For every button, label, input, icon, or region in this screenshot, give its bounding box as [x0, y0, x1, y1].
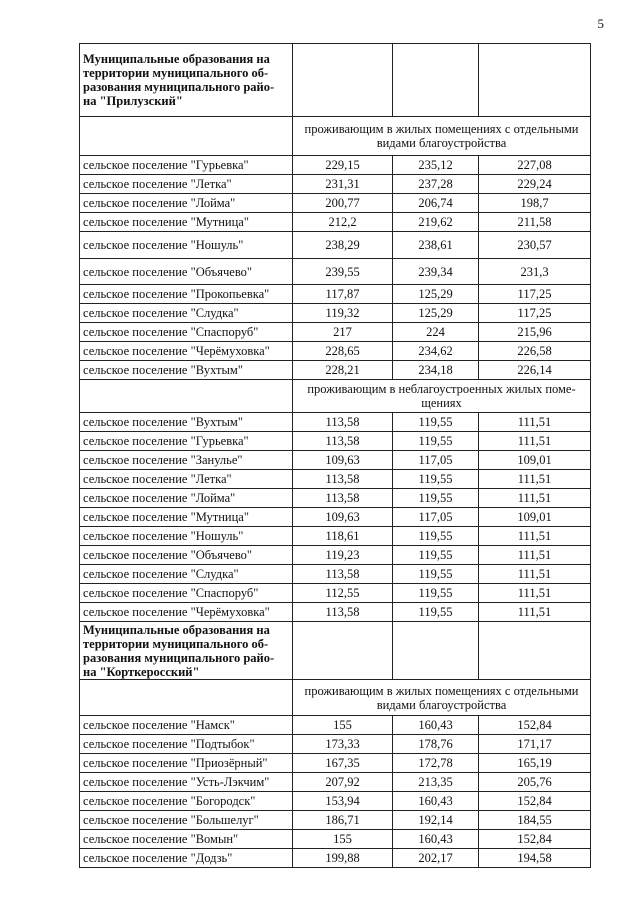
value-col-1: 109,63 [293, 508, 393, 527]
value-col-3: 111,51 [479, 413, 591, 432]
value-col-3: 111,51 [479, 527, 591, 546]
settlement-name: сельское поселение "Лойма" [80, 194, 293, 213]
settlement-name: сельское поселение "Усть-Лэкчим" [80, 773, 293, 792]
value-col-1: 238,29 [293, 232, 393, 259]
table-row [80, 451, 591, 470]
settlement-name: сельское поселение "Вухтым" [80, 361, 293, 380]
municipality-title: Муниципальные образования на территории муниципального об- разования муниципального райо- на "Корткеросский" [80, 622, 293, 680]
value-col-3: 226,14 [479, 361, 591, 380]
value-col-3: 230,57 [479, 232, 591, 259]
table-row [80, 830, 591, 849]
table-row [80, 232, 591, 259]
empty-cell [479, 622, 591, 680]
value-col-3: 152,84 [479, 792, 591, 811]
municipality-title: Муниципальные образования на территории муниципального об- разования муниципального райо- на "Прилузский" [80, 44, 293, 117]
value-col-3: 152,84 [479, 830, 591, 849]
empty-cell [393, 44, 479, 117]
value-col-2: 202,17 [393, 849, 479, 868]
value-col-3: 111,51 [479, 432, 591, 451]
value-col-2: 219,62 [393, 213, 479, 232]
value-col-3: 111,51 [479, 565, 591, 584]
value-col-1: 113,58 [293, 470, 393, 489]
value-col-1: 167,35 [293, 754, 393, 773]
value-col-1: 155 [293, 716, 393, 735]
table-row [80, 489, 591, 508]
tariff-table [79, 43, 591, 868]
value-col-3: 111,51 [479, 470, 591, 489]
settlement-name: сельское поселение "Гурьевка" [80, 432, 293, 451]
empty-cell [80, 380, 293, 413]
value-col-2: 206,74 [393, 194, 479, 213]
table-row [80, 773, 591, 792]
value-col-2: 119,55 [393, 603, 479, 622]
settlement-name: сельское поселение "Ношуль" [80, 232, 293, 259]
settlement-name: сельское поселение "Летка" [80, 470, 293, 489]
table-row [80, 304, 591, 323]
value-col-2: 119,55 [393, 584, 479, 603]
value-col-3: 226,58 [479, 342, 591, 361]
group-header-row [80, 380, 591, 413]
settlement-name: сельское поселение "Додзь" [80, 849, 293, 868]
value-col-1: 113,58 [293, 432, 393, 451]
settlement-name: сельское поселение "Вухтым" [80, 413, 293, 432]
value-col-2: 235,12 [393, 156, 479, 175]
value-col-3: 227,08 [479, 156, 591, 175]
value-col-1: 113,58 [293, 489, 393, 508]
value-col-3: 109,01 [479, 508, 591, 527]
value-col-1: 228,65 [293, 342, 393, 361]
value-col-1: 113,58 [293, 413, 393, 432]
settlement-name: сельское поселение "Черёмуховка" [80, 342, 293, 361]
table-row [80, 849, 591, 868]
value-col-1: 113,58 [293, 603, 393, 622]
settlement-name: сельское поселение "Спаспоруб" [80, 584, 293, 603]
empty-cell [293, 44, 393, 117]
value-col-2: 239,34 [393, 259, 479, 285]
value-col-3: 205,76 [479, 773, 591, 792]
settlement-name: сельское поселение "Объячево" [80, 259, 293, 285]
settlement-name: сельское поселение "Ношуль" [80, 527, 293, 546]
empty-cell [479, 44, 591, 117]
value-col-1: 153,94 [293, 792, 393, 811]
value-col-1: 212,2 [293, 213, 393, 232]
value-col-1: 112,55 [293, 584, 393, 603]
value-col-2: 119,55 [393, 413, 479, 432]
value-col-1: 119,23 [293, 546, 393, 565]
table-row [80, 754, 591, 773]
value-col-3: 231,3 [479, 259, 591, 285]
table-row [80, 413, 591, 432]
table-row [80, 323, 591, 342]
empty-cell [80, 117, 293, 156]
table-row [80, 565, 591, 584]
settlement-name: сельское поселение "Черёмуховка" [80, 603, 293, 622]
value-col-2: 119,55 [393, 546, 479, 565]
value-col-3: 215,96 [479, 323, 591, 342]
value-col-1: 229,15 [293, 156, 393, 175]
value-col-3: 198,7 [479, 194, 591, 213]
table-row [80, 527, 591, 546]
value-col-2: 160,43 [393, 716, 479, 735]
table-row [80, 811, 591, 830]
settlement-name: сельское поселение "Объячево" [80, 546, 293, 565]
value-col-2: 192,14 [393, 811, 479, 830]
value-col-3: 111,51 [479, 489, 591, 508]
value-col-2: 119,55 [393, 489, 479, 508]
table-row [80, 792, 591, 811]
settlement-name: сельское поселение "Мутница" [80, 508, 293, 527]
table-row [80, 584, 591, 603]
table-row [80, 470, 591, 489]
table-row [80, 342, 591, 361]
settlement-name: сельское поселение "Спаспоруб" [80, 323, 293, 342]
settlement-name: сельское поселение "Слудка" [80, 304, 293, 323]
value-col-2: 234,62 [393, 342, 479, 361]
value-col-2: 224 [393, 323, 479, 342]
value-col-1: 117,87 [293, 285, 393, 304]
value-col-2: 119,55 [393, 470, 479, 489]
value-col-3: 229,24 [479, 175, 591, 194]
value-col-1: 207,92 [293, 773, 393, 792]
value-col-1: 186,71 [293, 811, 393, 830]
settlement-name: сельское поселение "Занулье" [80, 451, 293, 470]
value-col-3: 194,58 [479, 849, 591, 868]
value-col-2: 237,28 [393, 175, 479, 194]
value-col-1: 173,33 [293, 735, 393, 754]
value-col-3: 152,84 [479, 716, 591, 735]
value-col-1: 109,63 [293, 451, 393, 470]
table-row [80, 735, 591, 754]
value-col-1: 113,58 [293, 565, 393, 584]
settlement-name: сельское поселение "Большелуг" [80, 811, 293, 830]
value-col-3: 117,25 [479, 285, 591, 304]
value-col-1: 119,32 [293, 304, 393, 323]
value-col-1: 199,88 [293, 849, 393, 868]
value-col-3: 111,51 [479, 603, 591, 622]
empty-cell [393, 622, 479, 680]
value-col-1: 118,61 [293, 527, 393, 546]
value-col-2: 117,05 [393, 451, 479, 470]
settlement-name: сельское поселение "Богородск" [80, 792, 293, 811]
value-col-3: 109,01 [479, 451, 591, 470]
value-col-2: 238,61 [393, 232, 479, 259]
value-col-2: 213,35 [393, 773, 479, 792]
municipality-row [80, 44, 591, 117]
empty-cell [293, 622, 393, 680]
value-col-2: 119,55 [393, 565, 479, 584]
group-header: проживающим в жилых помещениях с отдельными видами благоустройства [293, 680, 591, 716]
settlement-name: сельское поселение "Слудка" [80, 565, 293, 584]
value-col-2: 125,29 [393, 285, 479, 304]
value-col-3: 111,51 [479, 584, 591, 603]
settlement-name: сельское поселение "Вомын" [80, 830, 293, 849]
table-row [80, 546, 591, 565]
value-col-2: 117,05 [393, 508, 479, 527]
value-col-1: 217 [293, 323, 393, 342]
value-col-2: 125,29 [393, 304, 479, 323]
value-col-3: 184,55 [479, 811, 591, 830]
table-row [80, 432, 591, 451]
value-col-2: 178,76 [393, 735, 479, 754]
table-row [80, 213, 591, 232]
table-row [80, 259, 591, 285]
settlement-name: сельское поселение "Гурьевка" [80, 156, 293, 175]
settlement-name: сельское поселение "Летка" [80, 175, 293, 194]
table-row [80, 194, 591, 213]
value-col-2: 119,55 [393, 432, 479, 451]
table-row [80, 603, 591, 622]
value-col-2: 160,43 [393, 792, 479, 811]
value-col-3: 117,25 [479, 304, 591, 323]
value-col-2: 234,18 [393, 361, 479, 380]
table-row [80, 156, 591, 175]
settlement-name: сельское поселение "Прокопьевка" [80, 285, 293, 304]
value-col-1: 155 [293, 830, 393, 849]
value-col-2: 172,78 [393, 754, 479, 773]
settlement-name: сельское поселение "Приозёрный" [80, 754, 293, 773]
settlement-name: сельское поселение "Подтыбок" [80, 735, 293, 754]
value-col-3: 165,19 [479, 754, 591, 773]
table-row [80, 361, 591, 380]
settlement-name: сельское поселение "Намск" [80, 716, 293, 735]
empty-cell [80, 680, 293, 716]
table-row [80, 175, 591, 194]
value-col-1: 239,55 [293, 259, 393, 285]
value-col-1: 200,77 [293, 194, 393, 213]
value-col-1: 231,31 [293, 175, 393, 194]
value-col-2: 160,43 [393, 830, 479, 849]
settlement-name: сельское поселение "Мутница" [80, 213, 293, 232]
table-row [80, 716, 591, 735]
group-header-row [80, 680, 591, 716]
settlement-name: сельское поселение "Лойма" [80, 489, 293, 508]
group-header: проживающим в жилых помещениях с отдельными видами благоустройства [293, 117, 591, 156]
value-col-3: 111,51 [479, 546, 591, 565]
value-col-2: 119,55 [393, 527, 479, 546]
municipality-row [80, 622, 591, 680]
group-header: проживающим в неблагоустроенных жилых поме- щениях [293, 380, 591, 413]
group-header-row [80, 117, 591, 156]
table-row [80, 285, 591, 304]
table-row [80, 508, 591, 527]
value-col-1: 228,21 [293, 361, 393, 380]
value-col-3: 211,58 [479, 213, 591, 232]
page-number: 5 [597, 16, 604, 31]
value-col-3: 171,17 [479, 735, 591, 754]
